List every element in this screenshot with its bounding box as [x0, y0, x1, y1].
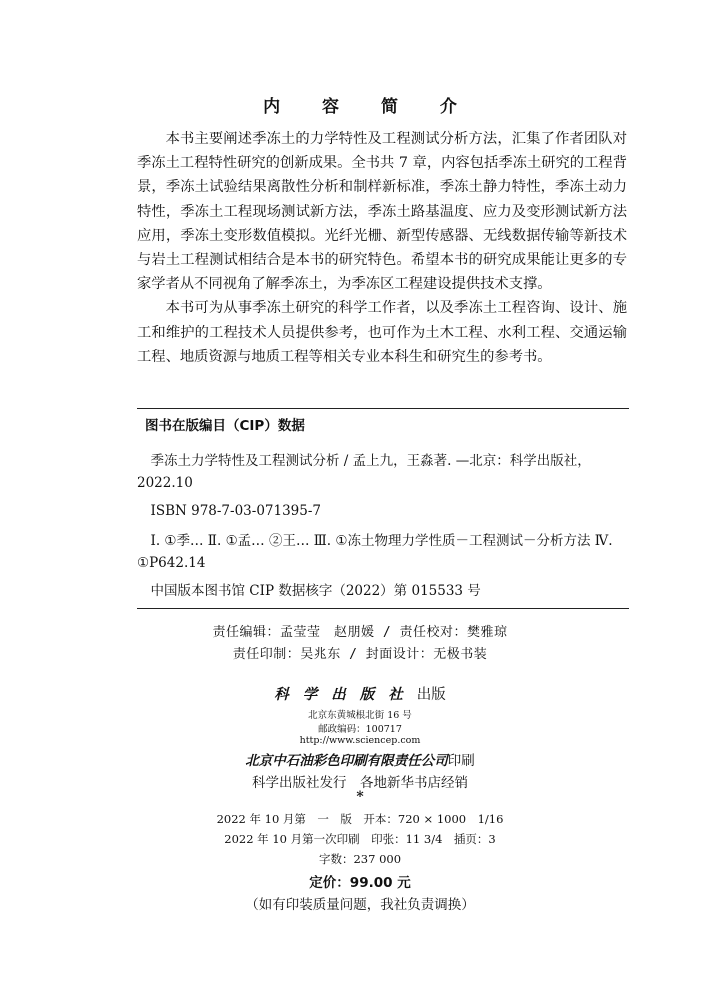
- cip-bottom-rule: [137, 608, 629, 609]
- printer-line: [0, 749, 720, 769]
- summary-paragraph-2: 本书可为从事季冻土研究的科学工作者，以及季冻土工程咨询、设计、施工和维护的工程技术人员提供参考，也可作为土木工程、水利工程、交通运输工程、地质资源与地质工程等相关专业本科生和研究生的参考书。: [137, 300, 627, 365]
- publisher-postcode: 邮政编码：100717: [318, 724, 402, 735]
- staff-editors: 责任编辑：孟莹莹 赵朋媛 / 责任校对：樊雅琼: [212, 625, 508, 640]
- price: 定价：99.00 元: [309, 875, 411, 891]
- printing-line: 2022 年 10 月第一次印刷 印张：11 3/4 插页：3: [224, 832, 496, 846]
- printer-suffix: 印刷: [447, 753, 475, 769]
- cip-isbn: ISBN 978-7-03-071395-7: [150, 503, 322, 519]
- staff-production: 责任印制：吴兆东 / 封面设计：无极书装: [232, 647, 488, 662]
- quality-notice: （如有印装质量问题，我社负责调换）: [245, 897, 475, 913]
- cip-isbn-block: [137, 500, 629, 522]
- printer-logotype: 北京中石油彩色印刷有限责任公司: [245, 753, 448, 769]
- cip-classification: Ⅰ. ①季… Ⅱ. ①孟… ②王… Ⅲ. ①冻土物理力学性质－工程测试－分析方法 Ⅳ. ①P642.14: [137, 533, 613, 571]
- cip-verification: 中国版本图书馆 CIP 数据核字（2022）第 015533 号: [150, 583, 481, 599]
- cip-classification-block: [137, 530, 629, 574]
- distribution-line: 科学出版社发行 各地新华书店经销: [252, 775, 468, 791]
- edition-line: 2022 年 10 月第 一 版 开本：720 × 1000 1/16: [216, 812, 504, 826]
- publisher-url: http://www.sciencep.com: [299, 735, 421, 746]
- cip-record-line: 季冻土力学特性及工程测试分析 / 孟上九，王淼著. —北京：科学出版社，2022.10: [137, 453, 591, 491]
- publisher-line: [0, 683, 720, 704]
- summary-body: [137, 127, 627, 369]
- cip-top-rule: [137, 408, 629, 409]
- publisher-logotype: 科学出版社: [274, 686, 417, 703]
- summary-paragraph-1: 本书主要阐述季冻土的力学特性及工程测试分析方法，汇集了作者团队对季冻土工程特性研究的创新成果。全书共 7 章，内容包括季冻土研究的工程背景，季冻土试验结果离散性分析和制样新标准，季冻土静力特性，季冻土动力特性，季冻土工程现场测试新方法，季冻土路基温度、应力及变形测试新方法应用，季冻土变形数值模拟。光纤光栅、新型传感器、无线数据传输等新技术与岩土工程测试相结合是本书的研究特色。希望本书的研究成果能让更多的专家学者从不同视角了解季冻土，为季冻区工程建设提供技术支撑。: [137, 131, 627, 293]
- publisher-suffix: 出版: [416, 687, 446, 703]
- word-count: 字数：237 000: [318, 852, 402, 866]
- separator-star: *: [356, 789, 364, 805]
- cip-verification-block: [137, 580, 629, 602]
- publisher-address: 北京东黄城根北街 16 号: [308, 710, 412, 721]
- cip-record: [137, 450, 629, 494]
- summary-title: 内 容 简 介: [263, 97, 475, 117]
- cip-heading: 图书在版编目（CIP）数据: [145, 418, 305, 434]
